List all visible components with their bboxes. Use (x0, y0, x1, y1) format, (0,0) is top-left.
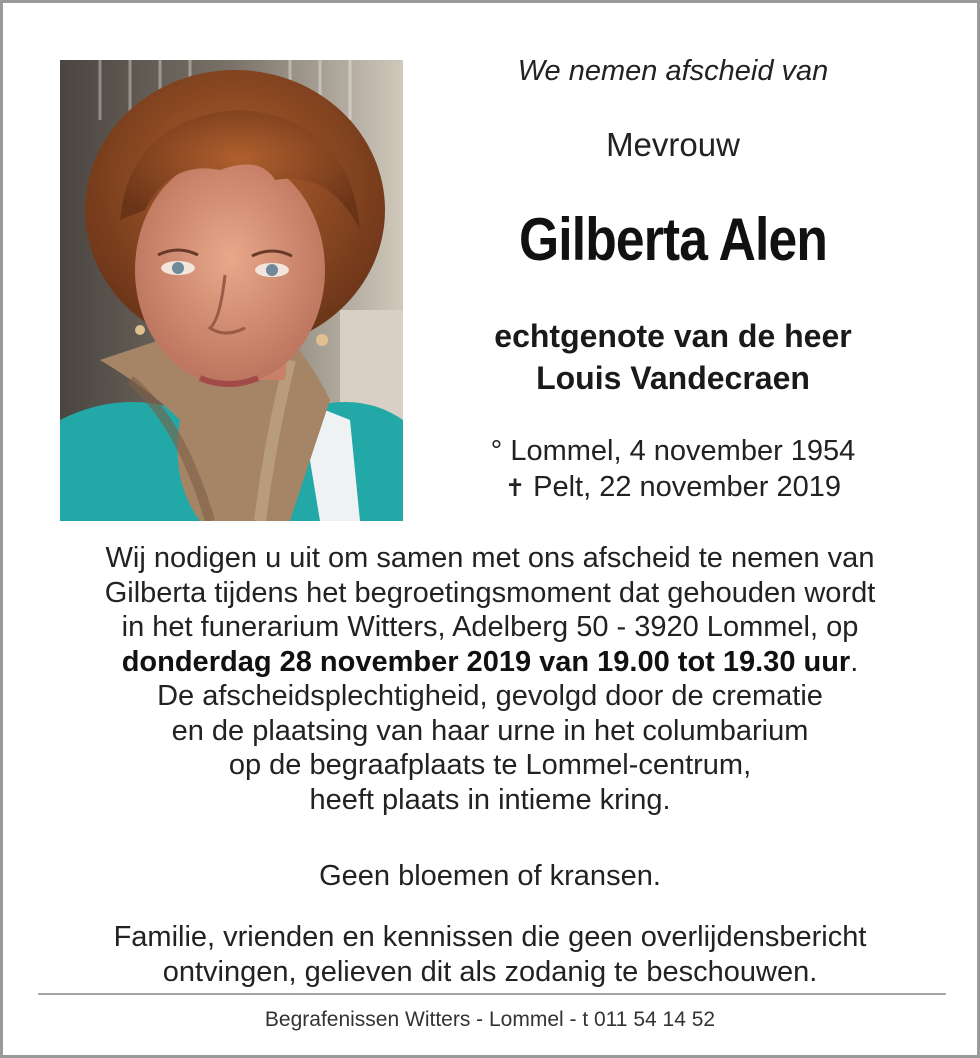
divider (38, 993, 946, 995)
closing-line: Familie, vrienden en kennissen die geen overlijdensbericht (113, 921, 867, 953)
life-dates (403, 433, 943, 507)
intro-text: We nemen afscheid van (517, 55, 829, 87)
portrait-photo (60, 60, 403, 521)
spouse-info (403, 315, 943, 399)
body-line: en de plaatsing van haar urne in het columbarium (171, 714, 809, 747)
body-line: op de begraafplaats te Lommel-centrum, (228, 749, 752, 781)
flowers-note: Geen bloemen of kransen. (319, 860, 661, 892)
birth-date: Lommel, 4 november 1954 (510, 435, 856, 467)
salutation: Mevrouw (606, 126, 740, 163)
body-line (3, 645, 977, 680)
deceased-name: Gilberta Alen (518, 206, 828, 273)
body-line: Wij nodigen u uit om samen met ons afscheid te nemen van (105, 542, 875, 574)
death-date: Pelt, 22 november 2019 (533, 471, 842, 503)
body-line: De afscheidsplechtigheid, gevolgd door de crematie (157, 680, 823, 712)
period: . (850, 645, 859, 678)
birth-symbol-icon: ° (490, 435, 503, 467)
funeral-home-footer: Begrafenissen Witters - Lommel - t 011 54 14 52 (264, 1008, 716, 1031)
visitation-datetime: donderdag 28 november 2019 van 19.00 tot 19.30 uur (121, 645, 851, 678)
ceremony-text (3, 541, 977, 817)
death-line (403, 469, 943, 507)
body-line: in het funerarium Witters, Adelberg 50 - 3920 Lommel, op (121, 611, 859, 643)
portrait-illustration (60, 60, 403, 521)
closing-line: ontvingen, gelieven dit als zodanig te beschouwen. (162, 955, 818, 988)
body-line: Gilberta tijdens het begroetingsmoment dat gehouden wordt (104, 576, 876, 609)
spouse-line-1: echtgenote van de heer (494, 318, 852, 354)
birth-line (403, 433, 943, 469)
cross-icon: ✝ (504, 475, 526, 502)
spouse-name: Louis Vandecraen (536, 360, 810, 396)
body-line: heeft plaats in intieme kring. (309, 783, 671, 816)
closing-note (3, 920, 977, 989)
